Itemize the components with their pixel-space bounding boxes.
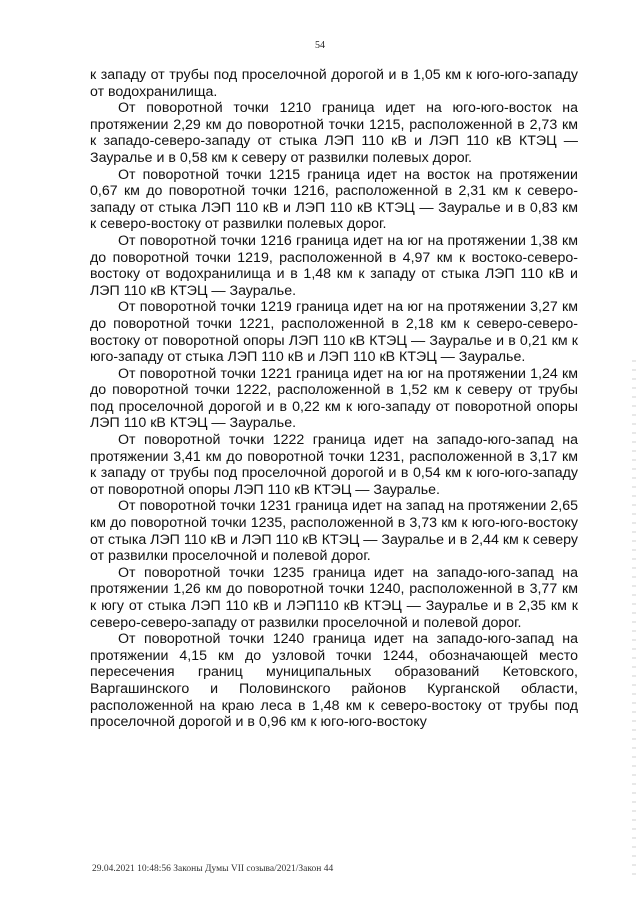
paragraph: От поворотной точки 1240 граница идет на западо-юго-запад на протяжении 4,15 км до узловой точки 1244, обозначающей место пересечения границ муниципальных образований Кетовского, Варгашинского и Половинского районов Курганской области, расположенной на краю леса в 1,48 км к северо-востоку от трубы под проселочной дорогой и в 0,96 км к юго-юго-востоку [90, 631, 578, 731]
paragraph: к западу от трубы под проселочной дорогой и в 1,05 км к юго-юго-западу от водохранилища. [90, 67, 578, 100]
margin-scan-marks [632, 360, 636, 880]
page-number: 54 [315, 40, 325, 51]
paragraph: От поворотной точки 1210 граница идет на юго-юго-восток на протяжении 2,29 км до поворотной точки 1215, расположенной в 2,73 км к западо-северо-западу от стыка ЛЭП 110 кВ и ЛЭП 110 кВ КТЭЦ — Зауралье и в 0,58 км к северу от развилки полевых дорог. [90, 100, 578, 166]
paragraph: От поворотной точки 1235 граница идет на западо-юго-запад на протяжении 1,26 км до поворотной точки 1240, расположенной в 3,77 км к югу от стыка ЛЭП 110 кВ и ЛЭП110 кВ КТЭЦ — Зауралье и в 2,35 км к северо-северо-западу от развилки проселочной и полевой дорог. [90, 564, 578, 631]
paragraph: От поворотной точки 1215 граница идет на восток на протяжении 0,67 км до поворотной точки 1216, расположенной в 2,31 км к северо-западу от стыка ЛЭП 110 кВ и ЛЭП 110 кВ КТЭЦ — Зауралье и в 0,83 км к северо-востоку от развилки полевых дорог. [90, 166, 578, 233]
paragraph: От поворотной точки 1222 граница идет на западо-юго-запад на протяжении 3,41 км до поворотной точки 1231, расположенной в 3,17 км к западу от трубы под проселочной дорогой и в 0,54 км к юго-юго-западу от поворотной опоры ЛЭП 110 кВ КТЭЦ — Зауралье. [90, 432, 578, 498]
paragraph: От поворотной точки 1231 граница идет на запад на протяжении 2,65 км до поворотной точки 1235, расположенной в 3,73 км к юго-юго-востоку от стыка ЛЭП 110 кВ и ЛЭП 110 кВ КТЭЦ — Зауралье и в 2,44 км к северу от развилки проселочной и полевой дорог. [90, 498, 578, 565]
document-body [90, 67, 578, 731]
document-footer: 29.04.2021 10:48:56 Законы Думы VII созыва/2021/Закон 44 [92, 864, 334, 874]
paragraph: От поворотной точки 1221 граница идет на юг на протяжении 1,24 км до поворотной точки 1222, расположенной в 1,52 км к северу от трубы под проселочной дорогой и в 0,22 км к юго-западу от поворотной опоры ЛЭП 110 кВ КТЭЦ — Зауралье. [90, 365, 578, 432]
paragraph: От поворотной точки 1216 граница идет на юг на протяжении 1,38 км до поворотной точки 1219, расположенной в 4,97 км к востоко-северо-востоку от водохранилища и в 1,48 км к западу от стыка ЛЭП 110 кВ и ЛЭП 110 кВ КТЭЦ — Зауралье. [90, 232, 578, 299]
paragraph: От поворотной точки 1219 граница идет на юг на протяжении 3,27 км до поворотной точки 1221, расположенной в 2,18 км к северо-северо-востоку от поворотной опоры ЛЭП 110 кВ КТЭЦ — Зауралье и в 0,21 км к юго-западу от стыка ЛЭП 110 кВ и ЛЭП 110 кВ КТЭЦ — Зауралье. [90, 299, 578, 366]
